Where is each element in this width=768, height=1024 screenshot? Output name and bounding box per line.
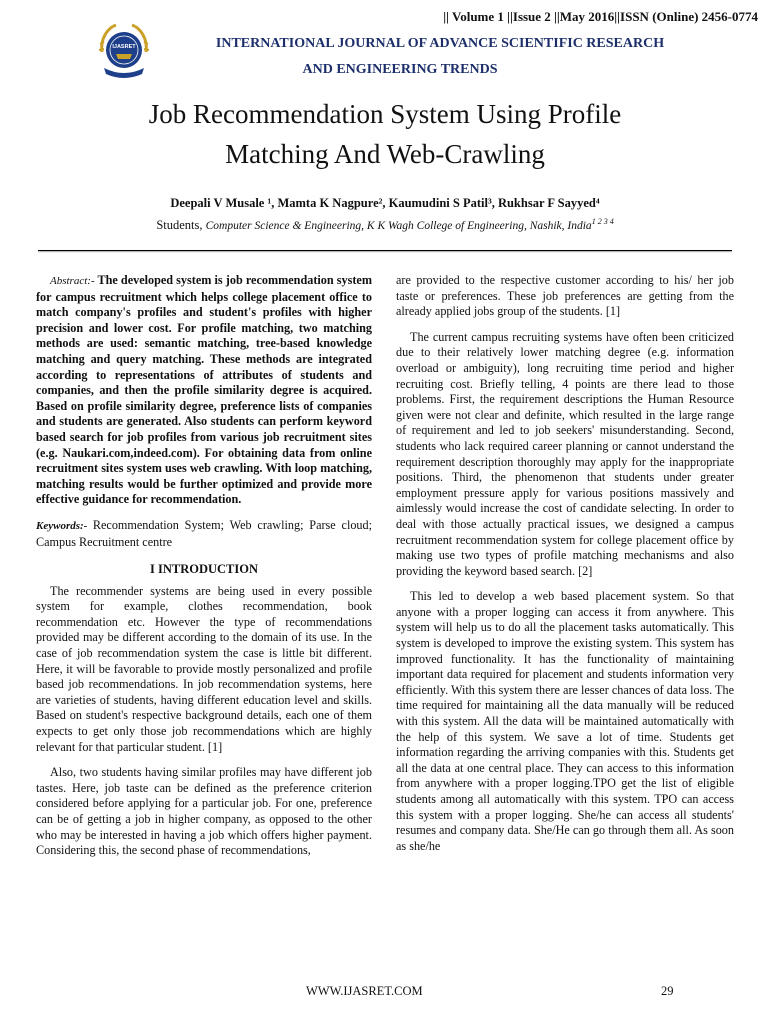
paper-title-line-1: Job Recommendation System Using Profile (148, 99, 622, 129)
abstract-text: The developed system is job recommendation system for campus recruitment which helps college placement office to match company's profiles and student's profiles with higher precision and lower cost. For profile matching, two matching methods are used: semantic matching, tree-based knowledge matching and query matching. These methods are integrated according to representations of attributes of students and companies, and then the profile similarity degree is acquired. Based on profile similarity degree, preference lists of companies and students are generated. Also students can perform keyword based search for job profiles from various job recruitment sites (e.g. Naukari.com,indeed.com). For obtaining data from online recruitment sites system uses web crawling. With loop matching, matching results would be further optimized and provide more effective guidance for recommendation. (36, 273, 372, 507)
abstract-paragraph (36, 273, 372, 508)
page-number: 29 (661, 984, 674, 998)
svg-text:IJASRET: IJASRET (112, 44, 136, 50)
paper-title-line-2: Matching And Web-Crawling (225, 139, 545, 169)
volume-issue-line: || Volume 1 ||Issue 2 ||May 2016||ISSN (Online) 2456-0774 (443, 9, 758, 24)
affiliation-text: Computer Science & Engineering, K K Wagh College of Engineering, Nashik, India (205, 220, 592, 233)
affiliation-prefix: Students, (156, 218, 206, 233)
left-column (36, 273, 372, 869)
keywords-label: Keywords:- (36, 519, 93, 532)
right-paragraph-3: This led to develop a web based placement system. So that anyone with a proper logging can access it from anywhere. This system will help us to do all the placement tasks automatically. This system is developed to improve the existing system. This system has improved functionality. It has the functionality of maintaining important data required for placement and students information very efficiently. With this system there are lesser chances of data loss. The time required for maintaining all the data manually will be reduced with this system. All the data will be maintained automatically with the help of this system. We save a lot of time. Students get information regarding the arriving companies with this. Students get all the data at one central place. They can access to this information from anywhere with a proper logging.TPO get the list of eligible students among all automatically with this system. TPO can access this system with a proper logging. She/he can access all students' resumes and company data. She/He can go through them all. As soon as she/he (396, 589, 734, 853)
author-list: Deepali V Musale ¹, Mamta K Nagpure², Kaumudini S Patil³, Rukhsar F Sayyed⁴ (170, 196, 600, 210)
intro-paragraph-2: Also, two students having similar profiles may have different job tastes. Here, job taste can be defined as the preference criterion considered before applying for a particular job. For one, preference can be of getting a job in higher company, as opposed to the other who may be interested in having a job which offers higher payment. Considering this, the second phase of recommendations, (36, 765, 372, 858)
journal-title-line-1: INTERNATIONAL JOURNAL OF ADVANCE SCIENTIFIC RESEARCH (215, 36, 665, 51)
keywords-paragraph (36, 518, 372, 550)
right-column (396, 273, 734, 864)
affiliation-superscript: 1 2 3 4 (591, 217, 614, 226)
right-paragraph-1: are provided to the respective customer according to his/ her job taste or preferences. These job preferences are getting from the already applied jobs group of the students. [1] (396, 273, 734, 319)
paper-title (40, 94, 730, 174)
right-paragraph-2: The current campus recruiting systems have often been criticized due to their relatively lower matching degree (e.g. information overload or ambiguity), long recruiting time period and higher recruiting cost. Briefly telling, 4 points are there lead to those problems. First, the requirement descriptions the Human Resource given were not clear and definite, which resulted in the large range of requirement and led to job seekers' misunderstanding. Second, students who lack required career planning or cannot understand the requirement description thoroughly may apply for the inappropriate positions. Third, the phenomenon that students under greater employment pressure apply for various positions massively and aimlessly would increase the cost of candidate selecting. In order to deal with those actually practical issues, we designed a campus recruitment recommendation system for college placement office by making use two types of profile matching mechanisms and also providing the keyword based search. [2] (396, 329, 734, 578)
abstract-label: Abstract:- (50, 275, 98, 287)
keywords-text: Recommendation System; Web crawling; Parse cloud; Campus Recruitment centre (36, 517, 372, 549)
journal-seal-icon (94, 22, 154, 84)
journal-title-line-2: AND ENGINEERING TRENDS (302, 62, 498, 77)
section-heading-introduction: I INTRODUCTION (149, 562, 258, 577)
affiliation (40, 217, 730, 233)
footer-website: WWW.IJASRET.COM (306, 984, 423, 998)
journal-logo (94, 22, 154, 84)
header-divider (38, 250, 732, 251)
intro-paragraph-1: The recommender systems are being used in every possible system for example, clothes recommendation, book recommendation etc. However the type of recommendations provided may be different according to the domain of its use. In the case of job recommendation system the case is little bit different. Here, it will be favorable to provide mostly personalized and profile based job recommendations. In job recommendation systems, here are varieties of students, having different education level and skills. Based on student's respective background details, each one of them expects to get only those job recommendations which are highly relevant for that particular student. [1] (36, 583, 372, 754)
